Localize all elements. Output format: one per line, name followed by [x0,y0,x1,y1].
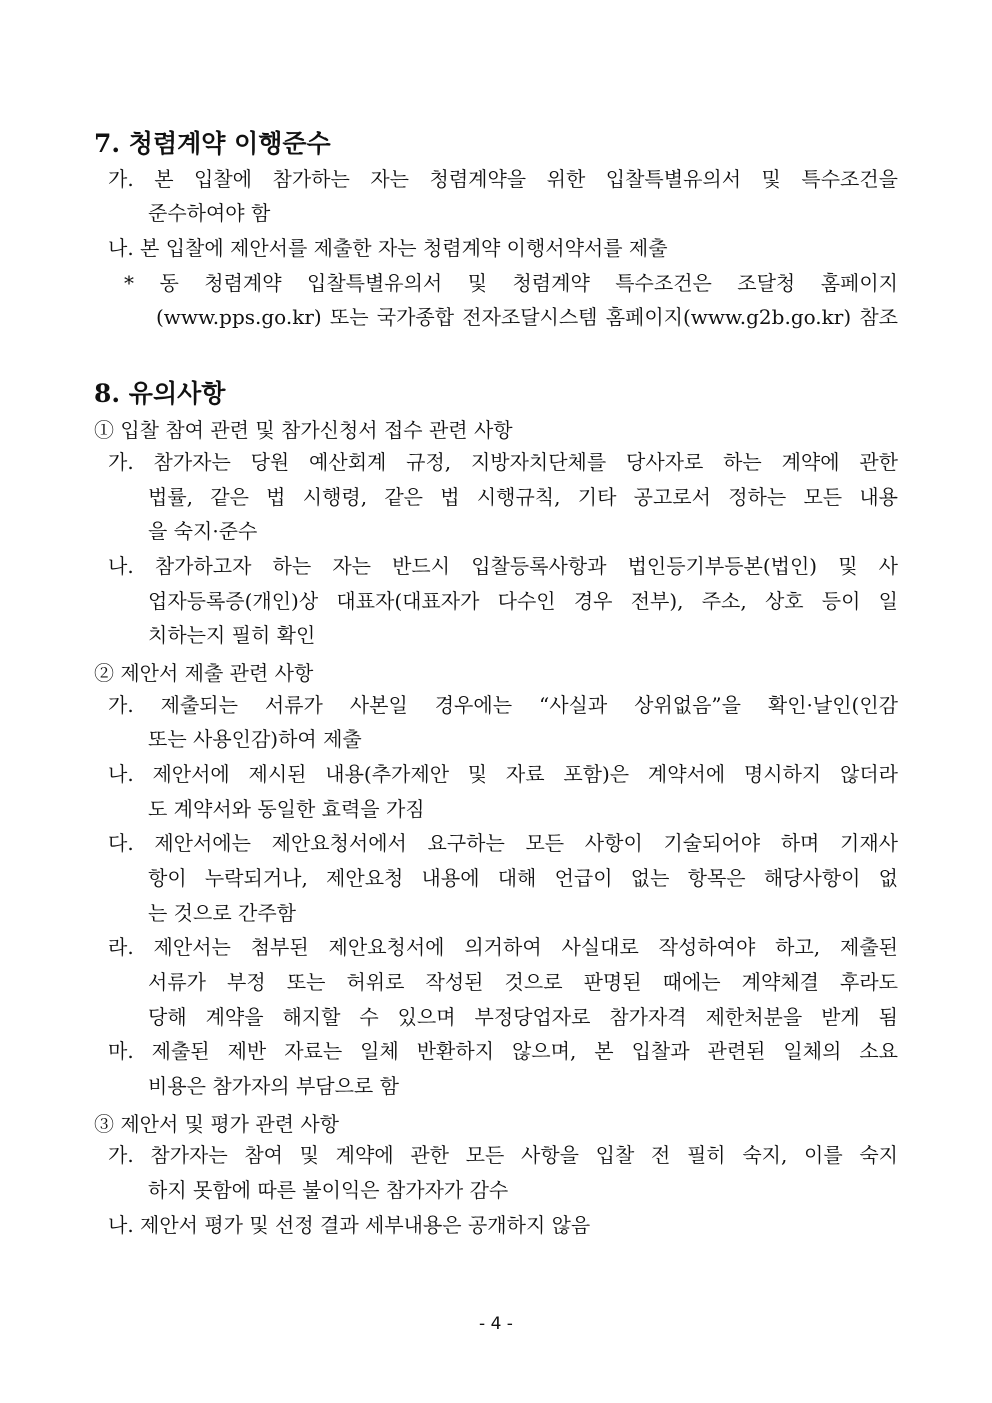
sub3-item-ga-line-1: 가. 참가자는 참여 및 계약에 관한 모든 사항을 입찰 전 필히 숙지, 이를 숙지 [108,1143,898,1167]
subsection-1-title: ① 입찰 참여 관련 및 참가신청서 접수 관련 사항 [94,418,513,442]
section-7-heading: 7. 청렴계약 이행준수 [94,129,331,158]
section-7-note-line-2: (www.pps.go.kr) 또는 국가종합 전자조달시스템 홈페이지(www.g2b.go.kr) 참조 [156,305,898,329]
sub2-item-da-line-3: 는 것으로 간주함 [148,901,296,925]
sub2-item-ga-line-2: 또는 사용인감)하여 제출 [148,727,362,751]
sub2-item-ra-line-1: 라. 제안서는 첨부된 제안요청서에 의거하여 사실대로 작성하여야 하고, 제출된 [108,935,898,959]
section-7-note-line-1: * 동 청렴계약 입찰특별유의서 및 청렴계약 특수조건은 조달청 홈페이지 [124,271,898,295]
section-7-item-na: 나. 본 입찰에 제안서를 제출한 자는 청렴계약 이행서약서를 제출 [108,236,668,260]
sub2-item-da-line-1: 다. 제안서에는 제안요청서에서 요구하는 모든 사항이 기술되어야 하며 기재사 [108,831,898,855]
section-7-item-ga-line-2: 준수하여야 함 [148,201,271,225]
sub2-item-ma-line-1: 마. 제출된 제반 자료는 일체 반환하지 않으며, 본 입찰과 관련된 일체의 소요 [108,1039,898,1063]
sub1-item-na-line-2: 업자등록증(개인)상 대표자(대표자가 다수인 경우 전부), 주소, 상호 등이 일 [148,589,898,613]
sub2-item-na-line-2: 도 계약서와 동일한 효력을 가짐 [148,797,425,821]
sub2-item-ga-line-1: 가. 제출되는 서류가 사본일 경우에는 “사실과 상위없음”을 확인·날인(인감 [108,693,898,717]
sub1-item-ga-line-2: 법률, 같은 법 시행령, 같은 법 시행규칙, 기타 공고로서 정하는 모든 내용 [148,485,898,509]
sub2-item-ma-line-2: 비용은 참가자의 부담으로 함 [148,1074,399,1098]
sub1-item-na-line-3: 치하는지 필히 확인 [148,623,316,647]
sub3-item-na: 나. 제안서 평가 및 선정 결과 세부내용은 공개하지 않음 [108,1213,591,1237]
sub2-item-ra-line-2: 서류가 부정 또는 허위로 작성된 것으로 판명된 때에는 계약체결 후라도 [148,970,898,994]
sub1-item-ga-line-1: 가. 참가자는 당원 예산회계 규정, 지방자치단체를 당사자로 하는 계약에 관한 [108,450,898,474]
section-8-heading: 8. 유의사항 [94,379,226,408]
sub2-item-ra-line-3: 당해 계약을 해지할 수 있으며 부정당업자로 참가자격 제한처분을 받게 됨 [148,1005,898,1029]
section-7-item-ga-line-1: 가. 본 입찰에 참가하는 자는 청렴계약을 위한 입찰특별유의서 및 특수조건을 [108,167,898,191]
sub1-item-na-line-1: 나. 참가하고자 하는 자는 반드시 입찰등록사항과 법인등기부등본(법인) 및 사 [108,554,898,578]
page-number: - 4 - [479,1314,513,1334]
subsection-3-title: ③ 제안서 및 평가 관련 사항 [94,1112,339,1136]
sub2-item-da-line-2: 항이 누락되거나, 제안요청 내용에 대해 언급이 없는 항목은 해당사항이 없 [148,866,898,890]
subsection-2-title: ② 제안서 제출 관련 사항 [94,661,314,685]
sub2-item-na-line-1: 나. 제안서에 제시된 내용(추가제안 및 자료 포함)은 계약서에 명시하지 않더라 [108,762,898,786]
sub3-item-ga-line-2: 하지 못함에 따른 불이익은 참가자가 감수 [148,1178,509,1202]
sub1-item-ga-line-3: 을 숙지·준수 [148,519,258,543]
